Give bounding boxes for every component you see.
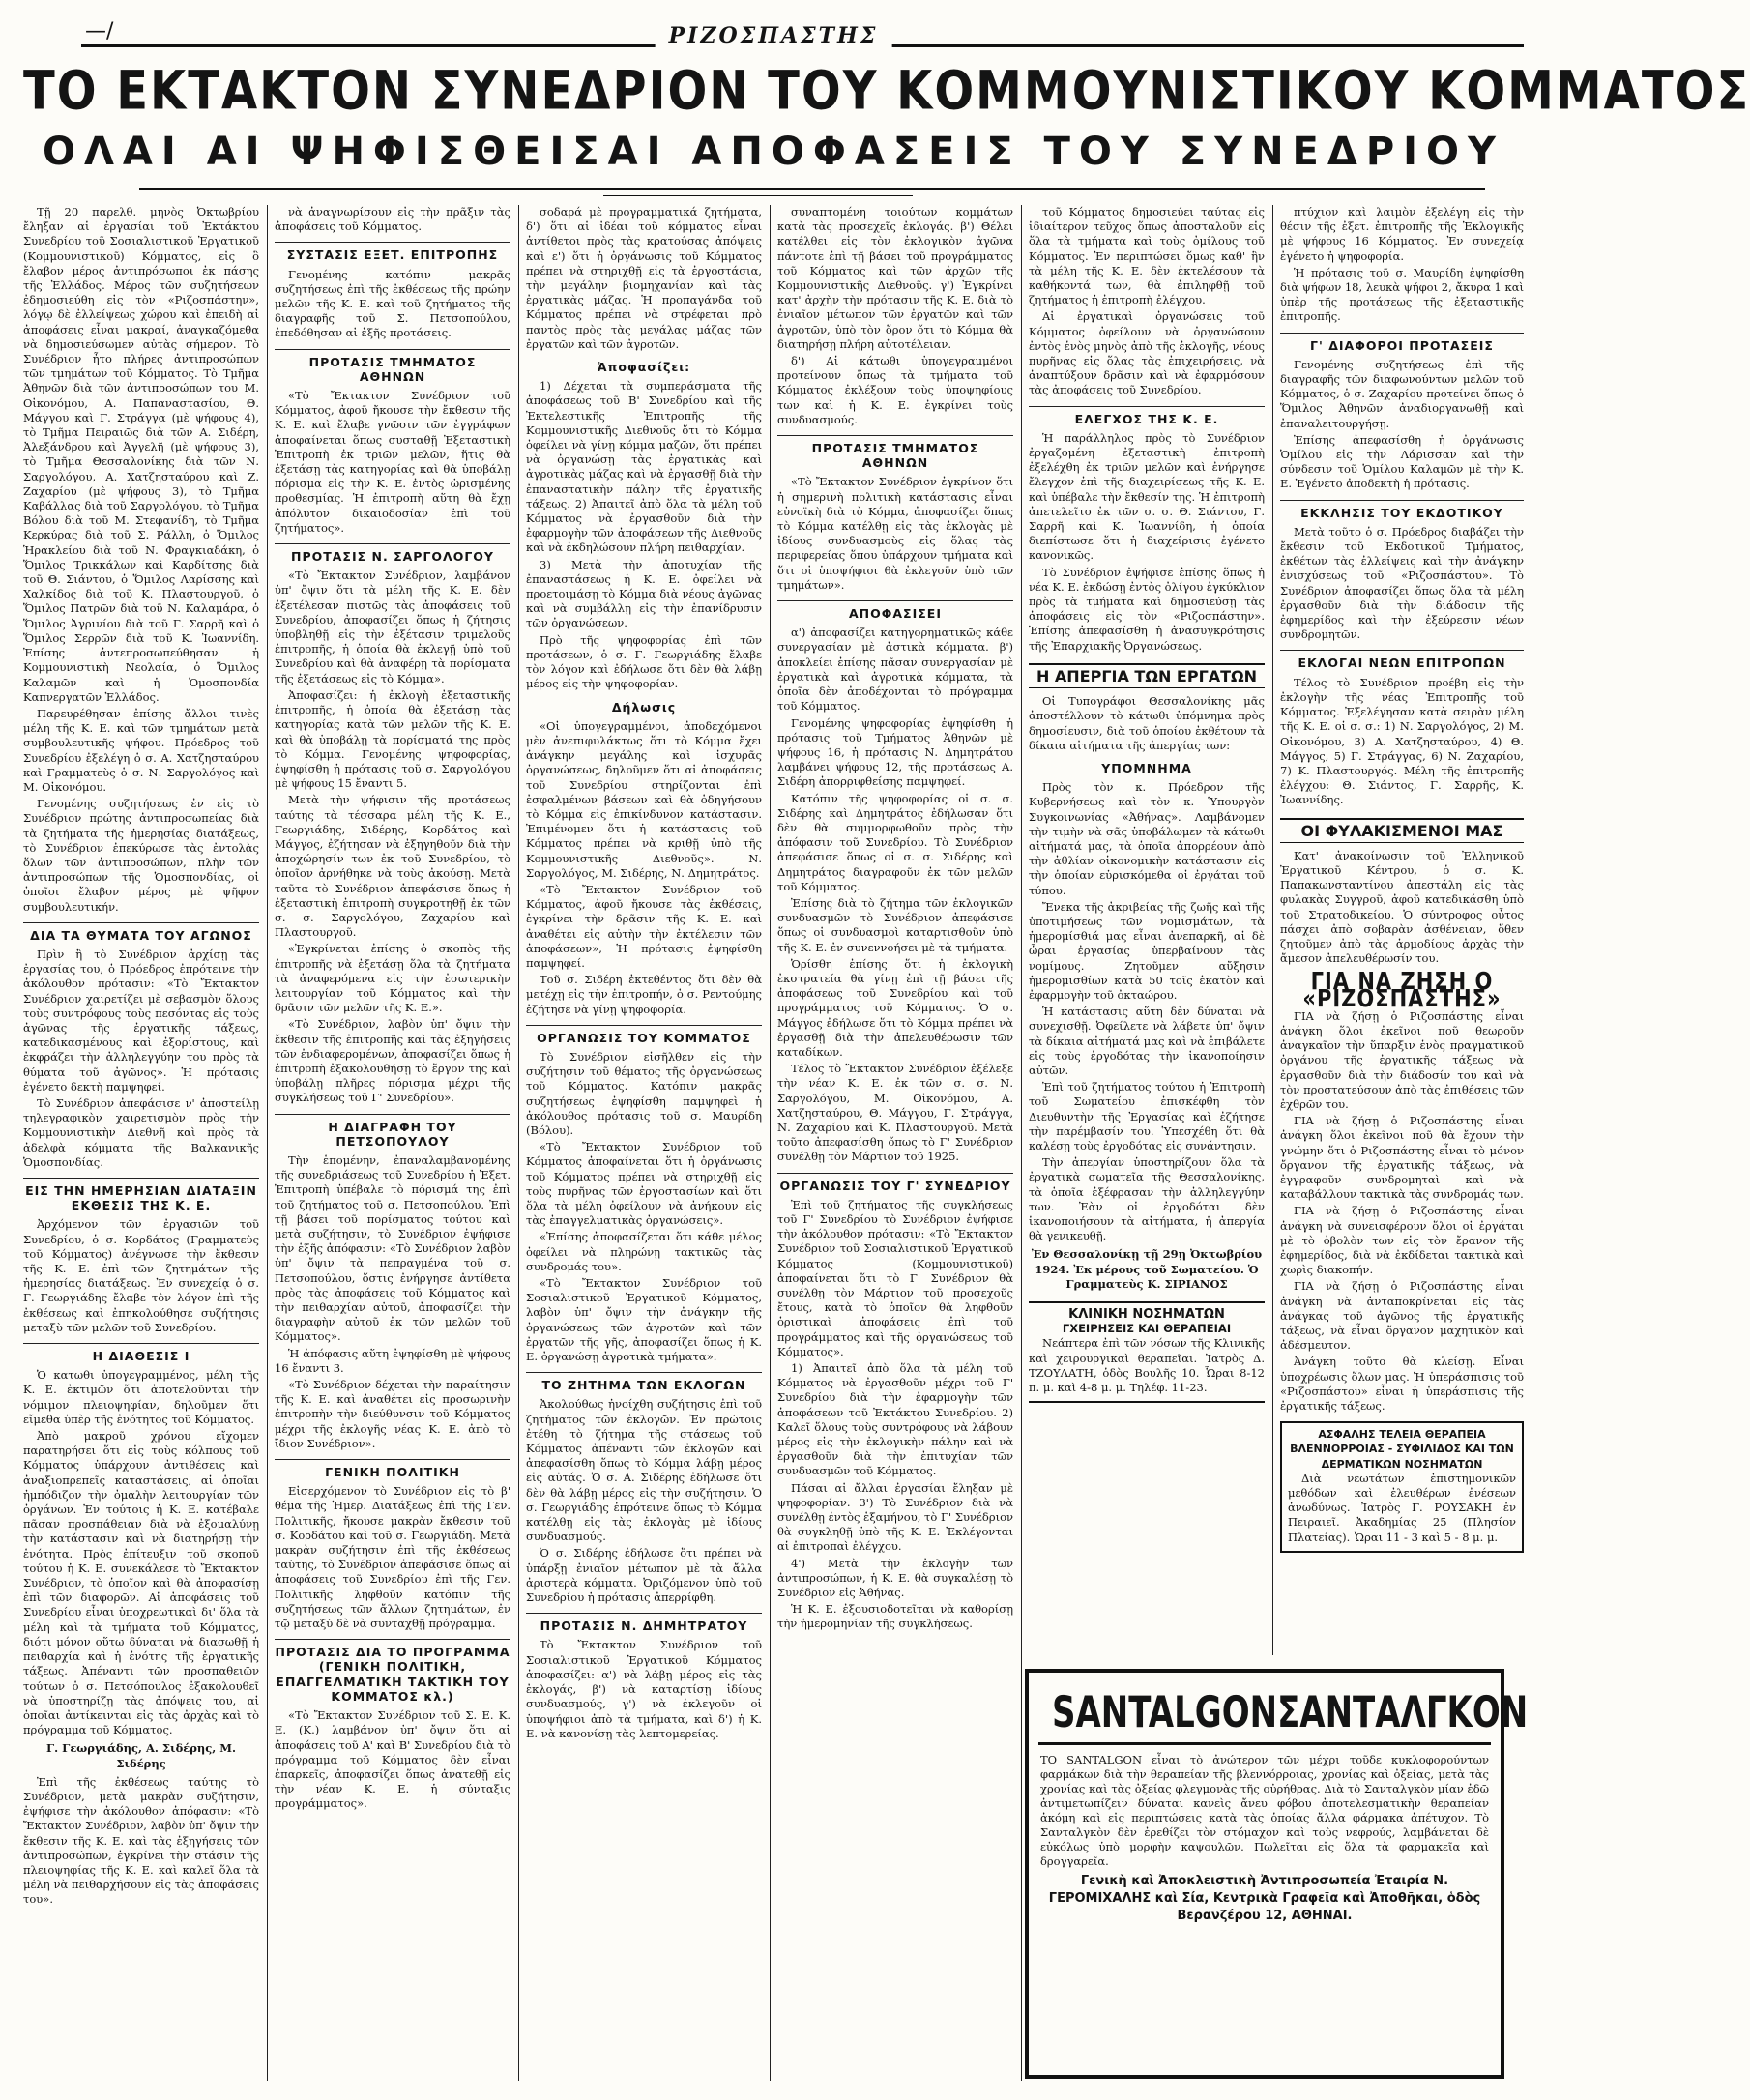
article-paragraph: Ἐπίσης ἀπεφασίσθη ἡ ὀργάνωσις Ὁμίλου εἰς τὴν Λάρισσαν καὶ τὴν σύνδεσιν τοῦ Ὁμίλου Καλαμῶν μὲ τὴν Κ. Ε. Ἐγένετο ἀποδεκτὴ ἡ πρότασις. (1280, 432, 1524, 491)
article-paragraph: «Τὸ Ἔκτακτον Συνέδριον τοῦ Σοσιαλιστικοῦ Ἐργατικοῦ Κόμματος, λαβὸν ὑπ' ὄψιν τὴν ἀνάγκην τῆς ὀργανώσεως τῶν ἀγροτῶν καὶ τῶν ἐργατῶν τῆς γῆς, ἀποφασίζει ὅπως ἡ Κ. Ε. ὀργανώσῃ ἀγροτικὰ τμήματα». (526, 1276, 762, 1364)
article-paragraph: Πρὶν ἢ τὸ Συνέδριον ἀρχίσῃ τὰς ἐργασίας του, ὁ Πρόεδρος ἐπρότεινε τὴν ἀκόλουθον πρότασιν: «Τὸ Ἔκτακτον Συνέδριον χαιρετίζει μὲ σεβασμὸν ὅλους τοὺς συντρόφους τοὺς πεσόντας εἰς τοὺς ἀγῶνας τῆς ἐργατικῆς τάξεως, κατεδικασμένους καὶ ἐξορίστους, καὶ ἐκφράζει τὴν ἀλληλεγγύην του πρὸς τὰ θύματα τοῦ ἀγῶνος». Ἡ πρότασις ἐγένετο δεκτὴ παμψηφεί. (23, 947, 259, 1094)
article-paragraph: Εἰσερχόμενον τὸ Συνέδριον εἰς τὸ β' θέμα τῆς Ἡμερ. Διατάξεως ἐπὶ τῆς Γεν. Πολιτικῆς, ἤκουσε μακρὰν ἔκθεσιν τοῦ σ. Κορδάτου καὶ τοῦ σ. Γεωργιάδη. Μετὰ μακρὰν συζήτησιν ἐπὶ τῆς ἐκθέσεως ταύτης, τὸ Συνέδριον ἀπεφάσισε ὅπως αἱ ἀποφάσεις τοῦ Συνεδρίου ἐπὶ τῆς Γεν. Πολιτικῆς ληφθοῦν κατόπιν τῆς συζητήσεως τῶν ἄλλων ζητημάτων, ἐν τῷ μεταξὺ δὲ νὰ συνταχθῇ πρόγραμμα. (275, 1484, 510, 1631)
article-paragraph: «Ἐπίσης ἀποφασίζεται ὅτι κάθε μέλος ὀφείλει νὰ πληρώνῃ τακτικῶς τὰς συνδρομάς του». (526, 1230, 762, 1273)
column-5 (1029, 205, 1265, 1655)
article-paragraph: «Τὸ Ἔκτακτον Συνέδριον τοῦ Κόμματος ἀποφαίνεται ὅτι ἡ ὀργάνωσις τοῦ Κόμματος πρέπει νὰ στηριχθῇ εἰς τοὺς πυρῆνας τῶν ἐργοστασίων καὶ ὅτι ὅλα τὰ μέλη ὀφείλουν νὰ ἀνήκουν εἰς τὰς ἐπαγγελματικὰς ὀργανώσεις». (526, 1140, 762, 1228)
article-paragraph: Τὴν ἀπεργίαν ὑποστηρίζουν ὅλα τὰ ἐργατικὰ σωματεῖα τῆς Θεσσαλονίκης, τὰ ὁποῖα ἐξέφρασαν τὴν ἀλληλεγγύην των. Ἐὰν οἱ ἐργοδόται δὲν ἱκανοποιήσουν τὰ αἰτήματα, ἡ ἀπεργία θὰ γενικευθῇ. (1029, 1155, 1265, 1243)
article-paragraph: Οἱ Τυπογράφοι Θεσσαλονίκης μᾶς ἀποστέλλουν τὸ κάτωθι ὑπόμνημα πρὸς δημοσίευσιν, διὰ τοῦ ὁποίου ἐκθέτουν τὰ δίκαια αἰτήματα τῆς ἀπεργίας των: (1029, 694, 1265, 752)
article-paragraph: Ἐπίσης διὰ τὸ ζήτημα τῶν ἐκλογικῶν συνδυασμῶν τὸ Συνέδριον ἀπεφάσισε ὅπως οἱ συνδυασμοὶ καταρτισθοῦν ὑπὸ τῆς Κ. Ε. ἐν συνεννοήσει μὲ τὰ τμήματα. (777, 895, 1013, 954)
section-heading: Η ΔΙΑΓΡΑΦΗ ΤΟΥ ΠΕΤΣΟΠΟΥΛΟΥ (275, 1114, 510, 1149)
dermatology-advertisement (1280, 1421, 1524, 1553)
article-paragraph: Μετὰ τὴν ψήφισιν τῆς προτάσεως ταύτης τὰ τέσσαρα μέλη τῆς Κ. Ε., Γεωργιάδης, Σιδέρης, Κορδάτος καὶ Μάγγος, ἐζήτησαν νὰ ἐξηγηθοῦν διὰ τὴν ἀποχώρησίν των ἐκ τοῦ Συνεδρίου, τὸ ὁποῖον ἀρνήθηκε νὰ τοὺς ἀκούσῃ. Μετὰ ταῦτα τὸ Συνέδριον ἀπεφάσισε ὅπως ἡ ἐξεταστικὴ ἐπιτροπὴ συγκροτηθῇ ἐκ τῶν σ. σ. Σαργολόγου, Ζαχαρίου καὶ Πλαστουργοῦ. (275, 793, 510, 940)
article-paragraph: «Ἐγκρίνεται ἐπίσης ὁ σκοπὸς τῆς ἐπιτροπῆς νὰ ἐξετάσῃ ὅλα τὰ ζητήματα τὰ ἀναφερόμενα εἰς τὴν ἐσωτερικὴν λειτουργίαν τοῦ Κόμματος καὶ τὴν δρᾶσιν τῶν μελῶν τῆς Κ. Ε.». (275, 942, 510, 1015)
article-paragraph: Ἡ ἀπόφασις αὕτη ἐψηφίσθη μὲ ψήφους 16 ἔναντι 3. (275, 1346, 510, 1375)
article-paragraph: Ἀπὸ μακροῦ χρόνου εἴχομεν παρατηρήσει ὅτι εἰς τοὺς κόλπους τοῦ Κόμματος ὑπάρχουν ἀντιθέσεις καὶ ἀναξιοπρεπεῖς καταστάσεις, αἱ ὁποῖαι ἠμπόδιζον τὴν ὀμαλὴν λειτουργίαν τῶν ὀργάνων. Ἐν τούτοις ἡ Κ. Ε. κατέβαλε πᾶσαν προσπάθειαν διὰ νὰ ἐξομαλύνῃ τὴν κατάστασιν καὶ νὰ διατηρήσῃ τὴν ἑνότητα. Πρὸς ἐπίτευξιν τοῦ σκοποῦ τούτου ἡ Κ. Ε. συνεκάλεσε τὸ Ἔκτακτον Συνέδριον, τὸ ὁποῖον καὶ θὰ ἀποφασίσῃ ἐπὶ τῶν διαφορῶν. Αἱ ἀποφάσεις τοῦ Συνεδρίου εἶναι ὑποχρεωτικαὶ δι' ὅλα τὰ μέλη καὶ τὰ τμήματα τοῦ Κόμματος, διότι μόνον οὕτω δύναται νὰ διασωθῇ ἡ πειθαρχία καὶ ἡ ἑνότης τῆς ἐργατικῆς τάξεως. Ἀπέναντι τῶν προσπαθειῶν τούτων ὁ σ. Πετσόπουλος ἐξακολουθεῖ νὰ ὑποστηρίζῃ τὰς ἀπόψεις του, αἱ ὁποῖαι ἀντίκεινται εἰς τὰς ἀρχὰς καὶ τὸ πρόγραμμα τοῦ Κόμματος. (23, 1429, 259, 1737)
article-paragraph: 4') Μετὰ τὴν ἐκλογὴν τῶν ἀντιπροσώπων, ἡ Κ. Ε. θὰ συγκαλέσῃ τὸ Συνέδριον εἰς Ἀθήνας. (777, 1556, 1013, 1600)
article-paragraph: Τοῦ σ. Σιδέρη ἐκτεθέντος ὅτι δὲν θὰ μετέχῃ εἰς τὴν ἐπιτροπήν, ὁ σ. Ρεντούμης ἐζήτησε νὰ γίνῃ ψηφοφορία. (526, 973, 762, 1016)
article-paragraph: Γενομένης κατόπιν μακρᾶς συζητήσεως ἐπὶ τῆς ἐκθέσεως τῆς πρώην μελῶν τῆς Κ. Ε. καὶ τοῦ ζητήματος τῆς διαγραφῆς τοῦ Σ. Πετσοπούλου, ἐπεδόθησαν αἱ ἑξῆς προτάσεις. (275, 267, 510, 340)
article-paragraph: Αἱ ἐργατικαὶ ὀργανώσεις τοῦ Κόμματος ὀφείλουν νὰ ὀργανώσουν ἐντὸς ἑνὸς μηνὸς ἀπὸ τῆς ἐκλογῆς, νέους πυρῆνας εἰς ὅλας τὰς ἐπιχειρήσεις, νὰ ἀναπτύξουν δρᾶσιν καὶ νὰ ἐφαρμόσουν τὰς ἀποφάσεις τοῦ Συνεδρίου. (1029, 309, 1265, 397)
article-paragraph: Ἀνάγκη τοῦτο θὰ κλείσῃ. Εἶναι ὑποχρέωσις ὅλων μας. Ἡ ὑπεράσπισις τοῦ «Ριζοσπάστου» εἶναι ἡ ὑπεράσπισις τῆς ἐργατικῆς τάξεως. (1280, 1355, 1524, 1414)
article-paragraph: Ἡ παράλληλος πρὸς τὸ Συνέδριον ἐργαζομένη ἐξεταστικὴ ἐπιτροπὴ ἐξελέχθη ἐκ τριῶν μελῶν καὶ ἐνήργησε ἔλεγχον ἐπὶ τῆς διαχειρίσεως τῆς Κ. Ε. καὶ ὑπέβαλε τὴν ἔκθεσίν της. Ἡ ἐπιτροπὴ ἀπετελεῖτο ἐκ τῶν σ. σ. Θ. Σιάντου, Γ. Σαρρῆ καὶ Κ. Ἰωαννίδη, ἡ ὁποία διεπίστωσε ὅτι ἡ διαχείρισις ἐγένετο κανονικῶς. (1029, 430, 1265, 563)
article-paragraph: Τὸ Συνέδριον ἐψήφισε ἐπίσης ὅπως ἡ νέα Κ. Ε. ἐκδώσῃ ἐντὸς ὀλίγου ἐγκύκλιον πρὸς τὰ τμήματα καὶ δημοσιεύσῃ τὰς ἀποφάσεις εἰς τὸν «Ριζοσπάστην». Ἐπίσης ἀπεφασίσθη ἡ ἀνασυγκρότησις τῆς Ἐπαρχιακῆς Ὀργανώσεως. (1029, 565, 1265, 653)
section-heading: ΑΠΟΦΑΣΙΣΕΙ (777, 600, 1013, 621)
article-paragraph: ΓΙΑ νὰ ζήσῃ ὁ Ριζοσπάστης εἶναι ἀνάγκη ὅλοι ἐκεῖνοι ποῦ θὰ ἔχουν τὴν γνώμην ὅτι ὁ Ριζοσπάστης εἶναι τὸ μόνον ὄργανον τῆς ἐργατικῆς τάξεως, νὰ ἐγγραφοῦν συνδρομηταὶ καὶ νὰ καταβάλλουν τακτικὰ τὰς συνδρομάς των. (1280, 1114, 1524, 1202)
article-paragraph: «Οἱ ὑπογεγραμμένοι, ἀποδεχόμενοι μὲν ἀνεπιφυλάκτως ὅτι τὸ Κόμμα ἔχει ἀνάγκην μεγάλης καὶ ἰσχυρᾶς ὀργανώσεως, δηλοῦμεν ὅτι αἱ ἀποφάσεις τοῦ Συνεδρίου στηρίζονται ἐπὶ ἐσφαλμένων βάσεων καὶ θὰ ὁδηγήσουν τὸ Κόμμα εἰς ἐπικίνδυνον κατάστασιν. Ἐπιμένομεν ὅτι ἡ κατάστασις τοῦ Κόμματος πρέπει νὰ κριθῇ ὑπὸ τῆς Κομμουνιστικῆς Διεθνοῦς». Ν. Σαργολόγος, Μ. Σιδέρης, Ν. Δημητράτος. (526, 718, 762, 880)
article-paragraph: Ἐπὶ τῆς ἐκθέσεως ταύτης τὸ Συνέδριον, μετὰ μακρὰν συζήτησιν, ἐψήφισε τὴν ἀκόλουθον ἀπόφασιν: «Τὸ Ἔκτακτον Συνέδριον, λαβὸν ὑπ' ὄψιν τὴν ἔκθεσιν τῆς Κ. Ε. καὶ τὰς ἐξηγήσεις τῶν ἀντιπροσώπων, ἐγκρίνει τὴν στάσιν τῆς πλειοψηφίας τῆς Κ. Ε. καὶ καλεῖ ὅλα τὰ μέλη νὰ πειθαρχήσουν εἰς τὰς ἀποφάσεις του». (23, 1774, 259, 1907)
article-paragraph: δ') Αἱ κάτωθι ὑπογεγραμμένοι προτείνουν ὅπως τὰ τμήματα τοῦ Κόμματος ἐκλέξουν τοὺς ὑποψηφίους των καὶ ἡ Κ. Ε. ἐγκρίνει τοὺς συνδυασμούς. (777, 354, 1013, 426)
santalgon-banner (1029, 1673, 1529, 1745)
article-paragraph: «Τὸ Ἔκτακτον Συνέδριον τοῦ Σ. Ε. Κ. Ε. (Κ.) λαμβάνον ὑπ' ὄψιν ὅτι αἱ ἀποφάσεις τοῦ Α' καὶ Β' Συνεδρίου διὰ τὸ πρόγραμμα τοῦ Κόμματος δὲν εἶναι ἐπαρκεῖς, ἀποφασίζει ὅπως ἀνατεθῇ εἰς τὴν νέαν Κ. Ε. ἡ σύνταξις προγράμματος». (275, 1708, 510, 1811)
clinic-advertisement (1029, 1301, 1265, 1403)
column-3 (526, 205, 762, 2081)
article-paragraph: Γενομένης ψηφοφορίας ἐψηφίσθη ἡ πρότασις τοῦ Τμήματος Ἀθηνῶν μὲ ψήφους 16, ἡ πρότασις Ν. Δημητράτου λαμβάνει ψήφους 12, τῆς προτάσεως Α. Σιδέρη ἀπορριφθείσης παμψηφεί. (777, 715, 1013, 789)
section-heading: ΤΟ ΖΗΤΗΜΑ ΤΩΝ ΕΚΛΟΓΩΝ (526, 1372, 762, 1392)
headline-short-rule (603, 195, 913, 196)
sub-headline: ΟΛΑΙ ΑΙ ΨΗΦΙΣΘΕΙΣΑΙ ΑΠΟΦΑΣΕΙΣ ΤΟΥ ΣΥΝΕΔΡΙΟΥ (42, 130, 1505, 174)
santalgon-footer (1029, 1869, 1501, 1929)
article-paragraph: «Τὸ Ἔκτακτον Συνέδριον τοῦ Κόμματος, ἀφοῦ ἤκουσε τὴν ἔκθεσιν τῆς Κ. Ε. καὶ ἔλαβε γνῶσιν τῶν ἐγγράφων ἀποφαίνεται ὅπως συσταθῇ Ἐξεταστικὴ Ἐπιτροπὴ ἐκ τριῶν μελῶν, ἥτις θὰ ἐξετάσῃ τὰς κατηγορίας καὶ θὰ ὑποβάλῃ πόρισμα εἰς τὴν Κ. Ε. ἐντὸς ὡρισμένης προθεσμίας. Ἡ ἐπιτροπὴ αὕτη θὰ ἔχῃ ἀπόλυτον δικαιοδοσίαν ἐπὶ τοῦ ζητήματος». (275, 389, 510, 535)
section-heading: ΠΡΟΤΑΣΙΣ ΤΜΗΜΑΤΟΣ ΑΘΗΝΩΝ (275, 349, 510, 384)
article-paragraph: Ἐπὶ τοῦ ζητήματος τῆς συγκλήσεως τοῦ Γ' Συνεδρίου τὸ Συνέδριον ἐψήφισε τὴν ἀκόλουθον πρότασιν: «Τὸ Ἔκτακτον Συνέδριον τοῦ Σοσιαλιστικοῦ Ἐργατικοῦ Κόμματος (Κομμουνιστικοῦ) ἀποφαίνεται ὅτι τὸ Γ' Συνέδριον θὰ συνέλθῃ τὸν Μάρτιον τοῦ προσεχοῦς ἔτους, κατὰ τὸ ὁποῖον θὰ ληφθοῦν ὁριστικαὶ ἀποφάσεις ἐπὶ τοῦ προγράμματος καὶ τῆς ὀργανώσεως τοῦ Κόμματος». (777, 1197, 1013, 1358)
article-paragraph: πτύχιον καὶ λαιμὸν ἐξελέγη εἰς τὴν θέσιν τῆς ἐξετ. ἐπιτροπῆς τῆς Ἐκλογικῆς μὲ ψήφους 16 Κόμματος. Ἐν συνεχείᾳ ἐγένετο ἡ ψηφοφορία. (1280, 205, 1524, 263)
article-paragraph: «Τὸ Συνέδριον δέχεται τὴν παραίτησιν τῆς Κ. Ε. καὶ ἀναθέτει εἰς προσωρινὴν ἐπιτροπὴν τὴν διεύθυνσιν τοῦ Κόμματος μέχρι τῆς ἐκλογῆς νέας Κ. Ε. ἀπὸ τὸ ἴδιον Συνέδριον». (275, 1378, 510, 1450)
article-paragraph: Ἡ κατάστασις αὕτη δὲν δύναται νὰ συνεχισθῇ. Ὀφείλετε νὰ λάβετε ὑπ' ὄψιν τὰ δίκαια αἰτήματά μας καὶ νὰ ἐπιβάλετε εἰς τοὺς ἐργοδότας τὴν ἱκανοποίησιν αὐτῶν. (1029, 1005, 1265, 1077)
article-paragraph: Τῇ 20 παρελθ. μηνὸς Ὀκτωβρίου ἔληξαν αἱ ἐργασίαι τοῦ Ἐκτάκτου Συνεδρίου τοῦ Σοσιαλιστικοῦ Ἐργατικοῦ (Κομμουνιστικοῦ) Κόμματος, εἰς ὃ ἔλαβον μέρος ἀντιπρόσωποι ἐκ πάσης τῆς Ἑλλάδος. Μέρος τῶν συζητήσεων ἐδημοσιεύθη εἰς τὸν «Ριζοσπάστην», λόγῳ δὲ ἐλλείψεως χώρου καὶ ἐπειδὴ αἱ ἀποφάσεις εἶναι μακραί, ἀναγκαζόμεθα νὰ δημοσιεύσωμεν αὐτὰς σήμερον. Τὸ Συνέδριον ἦτο πλήρες ἀντιπροσώπων τῶν τμημάτων τοῦ Κόμματος. Τὸ Τμῆμα Ἀθηνῶν διὰ τῶν ἀντιπροσώπων του Μ. Οἰκονόμου, Α. Παπαναστασίου, Θ. Μάγγου καὶ Γ. Στράγγα (μὲ ψήφους 4), τὸ Τμῆμα Πειραιῶς διὰ τῶν Α. Σιδέρη, Ἀλεξάνδρου καὶ Ἀγγελῆ (μὲ ψήφους 3), τὸ Τμῆμα Θεσσαλονίκης διὰ τῶν Ν. Σαργολόγου, Α. Χατζησταύρου καὶ Ζ. Ζαχαρίου (μὲ ψήφους 3), τὸ Τμῆμα Καβάλλας διὰ τοῦ Σαργολόγου, τὸ Τμῆμα Βόλου διὰ τοῦ Μ. Στεφανίδη, τὸ Τμῆμα Κερκύρας διὰ τοῦ Σ. Ράλλη, ὁ Ὅμιλος Ἡρακλείου διὰ τοῦ Ν. Φραγκιαδάκη, ὁ Ὅμιλος Τρικκάλων καὶ Καρδίτσης διὰ τοῦ Θ. Σιάντου, ὁ Ὅμιλος Λαρίσσης καὶ Χαλκίδος διὰ τοῦ Κ. Πλαστουργοῦ, ὁ Ὅμιλος Πατρῶν διὰ τοῦ Ν. Καλαμάρα, ὁ Ὅμιλος Ἀγρινίου διὰ τοῦ Γ. Σαρρῆ καὶ ὁ Ὅμιλος Σερρῶν διὰ τοῦ Κ. Ἰωαννίδη. Ἐπίσης ἀντεπροσωπεύθησαν ἡ Κομμουνιστικὴ Νεολαία, ὁ Ὅμιλος Καλαμῶν καὶ ἡ Ὁμοσπονδία Καπνεργατῶν Ἑλλάδος. (23, 205, 259, 704)
article-paragraph: Γενομένης συζητήσεως ἐν εἰς τὸ Συνέδριον πρώτης ἀντιπροσωπείας διὰ τὰ ζητήματα τῆς ἡμερησίας διατάξεως, τὸ Συνέδριον ἐπεκύρωσε τὰς ἐντολὰς ὅλων τῶν ἀντιπροσώπων, πλὴν τῶν ἀντιπροσώπων τῆς Ὁμοσπονδίας, οἱ ὁποῖοι ἔλαβον μέρος μὲ ψῆφον συμβουλευτικήν. (23, 797, 259, 914)
section-heading: ΠΡΟΤΑΣΙΣ ΤΜΗΜΑΤΟΣ ΑΘΗΝΩΝ (777, 435, 1013, 470)
article-paragraph: Τέλος τὸ Ἔκτακτον Συνέδριον ἐξέλεξε τὴν νέαν Κ. Ε. ἐκ τῶν σ. σ. Ν. Σαργολόγου, Μ. Οἰκονόμου, Α. Χατζησταύρου, Θ. Μάγγου, Γ. Στράγγα, Ν. Ζαχαρίου καὶ Κ. Πλαστουργοῦ. Μετὰ τοῦτο ἀπεφασίσθη ὅπως τὸ Γ' Συνέδριον συνέλθῃ τὸν Μάρτιον τοῦ 1925. (777, 1062, 1013, 1164)
derma-ad-title: ΑΣΦΑΛΗΣ ΤΕΛΕΙΑ ΘΕΡΑΠΕΙΑ ΒΛΕΝΝΟΡΡΟΙΑΣ - ΣΥΦΙΛΙΔΟΣ ΚΑΙ ΤΩΝ ΔΕΡΜΑΤΙΚΩΝ ΝΟΣΗΜΑΤΩΝ (1290, 1428, 1514, 1471)
article-paragraph: Τὸ Ἔκτακτον Συνέδριον τοῦ Σοσιαλιστικοῦ Ἐργατικοῦ Κόμματος ἀποφασίζει: α') νὰ λάβῃ μέρος εἰς τὰς ἐκλογάς, β') νὰ καταρτίσῃ ἰδίους συνδυασμούς, γ') νὰ ἐκλεγοῦν οἱ ὑποψήφιοι ἀπὸ τὰ τμήματα, καὶ δ') ἡ Κ. Ε. νὰ κανονίσῃ τὰς λεπτομερείας. (526, 1638, 762, 1740)
newspaper-page (23, 15, 1750, 2085)
masthead (23, 15, 1524, 58)
santalgon-body: ΤΟ SANTALGON εἶναι τὸ ἀνώτερον τῶν μέχρι τοῦδε κυκλοφορούντων φαρμάκων διὰ τὴν θεραπείαν τῆς βλεννόρροιας, χρονίας καὶ ὀξείας, μετὰ τὰς χρονίας καὶ τὰς ὀξείας φλεγμονὰς τῆς οὐρήθρας. Διὰ τὸ Σανταλγκὸν μίαν ἐδῶ ἀντιμετωπίζειν δύναται κανεὶς ἄνευ φόβου ἀποτελεσματικὴν θεραπείαν ἀκόμη καὶ εἰς περιπτώσεις κατὰ τὰς ὁποίας ἄλλα φάρμακα ἀπέτυχον. Τὸ Σανταλγκὸν δὲν ἐρεθίζει τὸν στόμαχον καὶ τοὺς νεφρούς, λαμβάνεται δὲ εὐκόλως ὑπὸ μορφὴν καψουλῶν. Πωλεῖται εἰς ὅλα τὰ φαρμακεῖα καὶ δρογγαρεῖα. (1040, 1753, 1489, 1868)
article-paragraph: Ἐπὶ τοῦ ζητήματος τούτου ἡ Ἐπιτροπὴ τοῦ Σωματείου ἐπισκέφθη τὸν Διευθυντὴν τῆς Ἐργασίας καὶ ἐζήτησε τὴν παρέμβασίν του. Ὑπεσχέθη ὅτι θὰ καλέσῃ τοὺς ἐργοδότας εἰς συνάντησιν. (1029, 1080, 1265, 1152)
column-divider (267, 205, 268, 2081)
column-2 (275, 205, 510, 2081)
section-heading: ΠΡΟΤΑΣΙΣ ΔΙΑ ΤΟ ΠΡΟΓΡΑΜΜΑ (ΓΕΝΙΚΗ ΠΟΛΙΤΙΚΗ, ΕΠΑΓΓΕΛΜΑΤΙΚΗ ΤΑΚΤΙΚΗ ΤΟΥ ΚΟΜΜΑΤΟΣ κλ.) (275, 1639, 510, 1704)
article-paragraph: νὰ ἀναγνωρίσουν εἰς τὴν πρᾶξιν τὰς ἀποφάσεις τοῦ Κόμματος. (275, 205, 510, 234)
article-paragraph: Πρὸς τὸν κ. Πρόεδρον τῆς Κυβερνήσεως καὶ τὸν κ. Ὑπουργὸν Συγκοινωνίας «Ἀθήνας». Λαμβάνομεν τὴν τιμὴν νὰ σᾶς ὑποβάλωμεν τὰ κάτωθι αἰτήματά μας, τὰ ὁποῖα ἀπορρέουν ἀπὸ τὴν ἀθλίαν οἰκονομικὴν κατάστασιν εἰς τὴν ὁποίαν εὑρισκόμεθα οἱ ἐργάται τοῦ τύπου. (1029, 780, 1265, 897)
section-heading: ΕΚΚΛΗΣΙΣ ΤΟΥ ΕΚΔΟΤΙΚΟΥ (1280, 500, 1524, 520)
prisoners-headline: ΟΙ ΦΥΛΑΚΙΣΜΕΝΟΙ ΜΑΣ (1280, 818, 1524, 843)
article-paragraph: Πρὸ τῆς ψηφοφορίας ἐπὶ τῶν προτάσεων, ὁ σ. Γ. Γεωργιάδης ἔλαβε τὸν λόγον καὶ ἐδήλωσε ὅτι δὲν θὰ λάβῃ μέρος εἰς τὴν ψηφοφορίαν. (526, 632, 762, 691)
article-paragraph: «Τὸ Ἔκτακτον Συνέδριον, λαμβάνον ὑπ' ὄψιν ὅτι τὰ μέλη τῆς Κ. Ε. δὲν ἐξετέλεσαν πιστῶς τὰς ἀποφάσεις τοῦ Συνεδρίου, ἀποφασίζει ὅπως ἡ ζήτησις ὑποβληθῇ εἰς τὴν ἐξέτασιν τριμελοῦς ἐπιτροπῆς, ἡ ὁποία θὰ ἐκλεγῇ ὑπὸ τοῦ Συνεδρίου καὶ θὰ ἀναφέρῃ τὰ πορίσματα τῆς ἐξετάσεως εἰς τὸ Κόμμα». (275, 569, 510, 685)
article-paragraph: α') ἀποφασίζει κατηγορηματικῶς κάθε συνεργασίαν μὲ ἀστικὰ κόμματα. β') ἀποκλείει ἐπίσης πᾶσαν συνεργασίαν μὲ ἐργατικὰ καὶ ἀγροτικὰ κόμματα, τὰ ὁποῖα δὲν ἀποδέχονται τὸ πρόγραμμα τοῦ Κόμματος. (777, 626, 1013, 714)
article-paragraph: «Τὸ Συνέδριον, λαβὸν ὑπ' ὄψιν τὴν ἔκθεσιν τῆς ἐπιτροπῆς καὶ τὰς ἐξηγήσεις τῶν ἐνδιαφερομένων, ἀποφασίζει ὅπως ἡ ἐπιτροπὴ ἐξακολουθήσῃ τὸ ἔργον της καὶ ὑποβάλῃ πλῆρες πόρισμα μέχρι τῆς συγκλήσεως τοῦ Γ' Συνεδρίου». (275, 1017, 510, 1105)
column-divider (1272, 205, 1273, 1655)
article-paragraph: Τὴν ἑπομένην, ἐπαναλαμβανομένης τῆς συνεδριάσεως τοῦ Συνεδρίου ἡ Ἐξετ. Ἐπιτροπὴ ὑπέβαλε τὸ πόρισμά της ἐπὶ τοῦ ζητήματος τοῦ σ. Πετσοπούλου. Ἐπὶ τῇ βάσει τοῦ πορίσματος τούτου καὶ μετὰ συζήτησιν, τὸ Συνέδριον ἐψήφισε τὴν ἑξῆς ἀπόφασιν: «Τὸ Συνέδριον λαβὸν ὑπ' ὄψιν τὰ πεπραγμένα τοῦ σ. Πετσοπούλου, ὅστις ἐνήργησε ἀντίθετα πρὸς τὰς ἀποφάσεις τοῦ Κόμματος καὶ τὴν πειθαρχίαν αὐτοῦ, ἀποφασίζει τὴν διαγραφὴν αὐτοῦ ἐκ τῶν μελῶν τοῦ Κόμματος». (275, 1152, 510, 1344)
article-paragraph: Παρευρέθησαν ἐπίσης ἄλλοι τινὲς μέλη τῆς Κ. Ε. καὶ τῶν τμημάτων μετὰ συμβουλευτικῆς ψήφου. Πρόεδρος τοῦ Συνεδρίου ἐξελέγη ὁ σ. Α. Χατζησταύρου καὶ Γραμματεὺς ὁ σ. Ν. Σαργολόγος καὶ Μ. Οἰκονόμου. (23, 706, 259, 794)
santalgon-footer-line-1: Γενικὴ καὶ Ἀποκλειστικὴ Ἀντιπροσωπεία Ἐταιρία Ν. (1080, 1874, 1449, 1888)
article-paragraph: Ἔνεκα τῆς ἀκριβείας τῆς ζωῆς καὶ τῆς ὑποτιμήσεως τῶν νομισμάτων, τὰ ἡμερομίσθιά μας εἶναι ἀνεπαρκῆ, αἱ δὲ ὧραι ἐργασίας ὑπερβαίνουν τὰς νομίμους. Ζητοῦμεν αὔξησιν ἡμερομισθίων κατὰ 50 τοῖς ἑκατὸν καὶ ἐφαρμογὴν τοῦ ὀκταώρου. (1029, 899, 1265, 1002)
column-6 (1280, 205, 1524, 1655)
article-paragraph: Μετὰ τοῦτο ὁ σ. Πρόεδρος διαβάζει τὴν ἔκθεσιν τοῦ Ἐκδοτικοῦ Τμήματος, ἐκθέτων τὰς ἐλλείψεις καὶ τὴν ἀνάγκην ἐνισχύσεως τοῦ «Ριζοσπάστου». Τὸ Συνέδριον ἀποφασίζει ὅπως ὅλα τὰ μέλη ἐργασθοῦν διὰ τὴν διάδοσιν τῆς ἐφημερίδος καὶ τὴν ἐξεύρεσιν νέων συνδρομητῶν. (1280, 524, 1524, 642)
section-heading: ΕΚΛΟΓΑΙ ΝΕΩΝ ΕΠΙΤΡΟΠΩΝ (1280, 650, 1524, 670)
section-heading: ΣΥΣΤΑΣΙΣ ΕΞΕΤ. ΕΠΙΤΡΟΠΗΣ (275, 242, 510, 262)
santalgon-title-latin: SANTALGON (1052, 1687, 1278, 1738)
article-paragraph: Τὸ Συνέδριον ἀπεφάσισε ν' ἀποστείλῃ τηλεγραφικὸν χαιρετισμὸν πρὸς τὴν Κομμουνιστικὴν Διεθνῆ καὶ πρὸς τὰ ἀδελφὰ κόμματα τῆς Βαλκανικῆς Ὁμοσπονδίας. (23, 1095, 259, 1169)
headline-rule (139, 188, 1485, 190)
article-paragraph: ΓΙΑ νὰ ζήσῃ ὁ Ριζοσπάστης εἶναι ἀνάγκη νὰ συνεισφέρουν ὅλοι οἱ ἐργάται μὲ τὸ ὀβολὸν των εἰς τὸν ἔρανον τῆς ἐφημερίδος, διὰ νὰ ἐκδίδεται τακτικὰ καὶ χωρὶς διακοπήν. (1280, 1204, 1524, 1277)
article-paragraph: συναπτομένη τοιούτων κομμάτων κατὰ τὰς προσεχεῖς ἐκλογάς. β') Θέλει κατέλθει εἰς τὸν ἐκλογικὸν ἀγῶνα πάντοτε ἐπὶ τῇ βάσει τοῦ προγράμματος τοῦ Κόμματος καὶ τῶν ἀρχῶν τῆς Κομμουνιστικῆς Διεθνοῦς. γ') Ἐγκρίνει κατ' ἀρχὴν τὴν πρότασιν τῆς Κ. Ε. διὰ τὸ ἐνιαῖον μέτωπον τῶν ἐργατῶν καὶ τῶν ἀγροτῶν, ὑπὸ τὸν ὅρον ὅτι τὸ Κόμμα θὰ διατηρήσῃ πλήρη αὐτοτέλειαν. (777, 205, 1013, 351)
article-paragraph: Ἡ πρότασις τοῦ σ. Μαυρίδη ἐψηφίσθη διὰ ψήφων 18, λευκὰ ψήφοι 2, ἄκυρα 1 καὶ ὑπὲρ τῆς προτάσεως τῆς ἐξεταστικῆς ἐπιτροπῆς. (1280, 265, 1524, 324)
section-heading: ΕΙΣ ΤΗΝ ΗΜΕΡΗΣΙΑΝ ΔΙΑΤΑΞΙΝ ΕΚΘΕΣΙΣ ΤΗΣ Κ. Ε. (23, 1178, 259, 1212)
article-paragraph: 1) Δέχεται τὰ συμπεράσματα τῆς ἀποφάσεως τοῦ Β' Συνεδρίου καὶ τῆς Ἐκτελεστικῆς Ἐπιτροπῆς τῆς Κομμουνιστικῆς Διεθνοῦς ὅτι τὸ Κόμμα ὀφείλει νὰ γίνῃ κόμμα μαζῶν, ὅτι πρέπει νὰ ὀργανώσῃ τὰς ἐργατικὰς καὶ ἀγροτικὰς μάζας καὶ νὰ ἐργασθῇ διὰ τὴν ἐπαναστατικὴν πάλην τῆς ἐργατικῆς τάξεως. 2) Ἀπαιτεῖ ἀπὸ ὅλα τὰ μέλη τοῦ Κόμματος νὰ ἐργασθοῦν διὰ τὴν ἐφαρμογὴν τῶν ἀποφάσεων τῆς Διεθνοῦς καὶ νὰ ἐκδηλώσουν πλήρη πειθαρχίαν. (526, 379, 762, 555)
article-paragraph: Πάσαι αἱ ἄλλαι ἐργασίαι ἔληξαν μὲ ψηφοφορίαν. 3') Τὸ Συνέδριον διὰ νὰ συνέλθῃ ἐντὸς ἑξαμήνου, τὸ Γ' Συνέδριον θὰ συγκληθῇ ὑπὸ τῆς Κ. Ε. Ἐκλέγονται αἱ ἐπιτροπαὶ ἐλέγχου. (777, 1480, 1013, 1554)
section-heading: Γ' ΔΙΑΦΟΡΟΙ ΠΡΟΤΑΣΕΙΣ (1280, 333, 1524, 353)
article-paragraph: «Τὸ Ἔκτακτον Συνέδριον τοῦ Κόμματος, ἀφοῦ ἤκουσε τὰς ἐκθέσεις, ἐγκρίνει τὴν δρᾶσιν τῆς Κ. Ε. καὶ ἀναθέτει εἰς αὐτὴν τὴν ἐκτέλεσιν τῶν ἀποφάσεων», Ἡ πρότασις ἐψηφίσθη παμψηφεί. (526, 882, 762, 970)
article-paragraph: Κατ' ἀνακοίνωσιν τοῦ Ἐλληνικοῦ Ἐργατικοῦ Κέντρου, ὁ σ. Κ. Παπακωνσταντίνου ἀπεστάλη εἰς τὰς φυλακὰς Συγγροῦ, ἀφοῦ κατεδικάσθη ὑπὸ τοῦ Στρατοδικείου. Ὁ σύντροφος οὗτος πάσχει ἀπὸ σοβαρὰν ἀσθένειαν, ὅθεν ζητοῦμεν ἀπὸ τὰς ἁρμοδίους ἀρχὰς τὴν ἄμεσον ἀπελευθέρωσίν του. (1280, 848, 1524, 966)
article-paragraph: Ὁ σ. Σιδέρης ἐδήλωσε ὅτι πρέπει νὰ ὑπάρξῃ ἐνιαῖον μέτωπον μὲ τὰ ἄλλα ἀριστερὰ κόμματα. Ὀριζόμενον ὑπὸ τοῦ Συνεδρίου ἡ πρότασις ἀπερρίφθη. (526, 1546, 762, 1605)
derma-ad-text: Διὰ νεωτάτων ἐπιστημονικῶν μεθόδων καὶ ἐλευθέρων ἐνέσεων ἀνωδύνως. Ἰατρὸς Γ. ΡΟΥΣΑΚΗ ἐν Πειραιεῖ. Ἀκαδημίας 25 (Πλησίον Πλατείας). Ὧραι 11 - 3 καὶ 5 - 8 μ. μ. (1288, 1471, 1516, 1544)
section-heading: ΥΠΟΜΝΗΜΑ (1101, 760, 1192, 775)
article-paragraph: τοῦ Κόμματος δημοσιεύει ταύτας εἰς ἰδιαίτερον τεῦχος ὅπως ἀποσταλοῦν εἰς ὅλα τὰ τμήματα καὶ τοὺς ὀμίλους τοῦ Κόμματος. Ἐν περιπτώσει ὅμως καθ' ἣν τὰ μέλη τῆς Κ. Ε. δὲν ἐκτελέσουν τὰ καθήκοντά των, θὰ ἐπιληφθῇ τοῦ ζητήματος ἡ ἐπιτροπὴ ἐλέγχου. (1029, 205, 1265, 307)
santalgon-title-greek: ΣΑΝΤΑΛΓΚΟΝ (1277, 1687, 1529, 1738)
column-4 (777, 205, 1013, 2081)
page-mark: —/ (85, 19, 114, 44)
article-paragraph: ΓΙΑ νὰ ζήσῃ ὁ Ριζοσπάστης εἶναι ἀνάγκη νὰ ἀνταποκρίνεται εἰς τὰς ἀνάγκας τοῦ ἀγῶνος τῆς ἐργατικῆς τάξεως, νὰ εἶναι ὄργανον μαχητικὸν καὶ ἀδέσμευτον. (1280, 1279, 1524, 1353)
article-paragraph: 3) Μετὰ τὴν ἀποτυχίαν τῆς ἐπαναστάσεως ἡ Κ. Ε. ὀφείλει νὰ προετοιμάσῃ τὸ Κόμμα διὰ νέους ἀγῶνας καὶ νὰ συμβάλλῃ εἰς τὴν ἐπανίδρυσιν τῶν ὀργανώσεων. (526, 557, 762, 630)
article-paragraph: Κατόπιν τῆς ψηφοφορίας οἱ σ. σ. Σιδέρης καὶ Δημητράτος ἐδήλωσαν ὅτι δὲν θὰ συμμορφωθοῦν πρὸς τὴν ἀπόφασιν τοῦ Συνεδρίου. Τὸ Συνέδριον ἀπεφάσισε ὅπως οἱ σ. σ. Σιδέρης καὶ Δημητράτος διαγραφοῦν ἐκ τῶν μελῶν τοῦ Κόμματος. (777, 791, 1013, 893)
article-paragraph: ΓΙΑ νὰ ζήσῃ ὁ Ριζοσπάστης εἶναι ἀνάγκη ὅλοι ἐκεῖνοι ποῦ θεωροῦν ἀναγκαῖον τὴν ὕπαρξιν ἑνὸς πραγματικοῦ ὀργάνου τῆς ἐργατικῆς τάξεως νὰ ἐργασθοῦν διὰ τὴν διάδοσίν του καὶ νὰ τὸν προστατεύσουν ἀπὸ τὰς ἐπιθέσεις τῶν ἐχθρῶν του. (1280, 1008, 1524, 1111)
section-heading: ΓΕΝΙΚΗ ΠΟΛΙΤΙΚΗ (275, 1459, 510, 1479)
clinic-ad-title: ΚΛΙΝΙΚΗ ΝΟΣΗΜΑΤΩΝ (1068, 1307, 1225, 1323)
section-heading: ΕΛΕΓΧΟΣ ΤΗΣ Κ. Ε. (1029, 406, 1265, 426)
article-paragraph: Τέλος τὸ Συνέδριον προέβη εἰς τὴν ἐκλογὴν τῆς νέας Ἐπιτροπῆς τοῦ Κόμματος. Ἐξελέγησαν κατὰ σειρὰν μέλη τῆς Κ. Ε. οἱ σ. σ.: 1) Ν. Σαργολόγος, 2) Μ. Οἰκονόμου, 3) Α. Χατζησταύρου, 4) Θ. Μάγγος, 5) Γ. Στράγγας, 6) Ν. Ζαχαρίου, 7) Κ. Πλαστουργός. Μέλη τῆς ἐπιτροπῆς ἐλέγχου: Θ. Σιάντος, Γ. Σαρρῆς, Κ. Ἰωαννίδης. (1280, 675, 1524, 807)
rizospastis-appeal-headline: ΓΙΑ ΝΑ ΖΗΣΗ Ο «ΡΙΖΟΣΠΑΣΤΗΣ» (1302, 967, 1502, 1013)
article-paragraph: Ἀποφασίζει: ἡ ἐκλογὴ ἐξεταστικῆς ἐπιτροπῆς, ἡ ὁποία θὰ ἐξετάσῃ τὰς κατηγορίας κατὰ τῶν μελῶν τῆς Κ. Ε. καὶ θὰ ὑποβάλῃ τὰ πορίσματά της πρὸς τὸ Κόμμα. Γενομένης ψηφοφορίας, ἐψηφίσθη ἡ πρότασις τοῦ σ. Σαργολόγου μὲ ψήφους 15 ἔναντι 5. (275, 687, 510, 791)
article-paragraph: «Τὸ Ἔκτακτον Συνέδριον ἐγκρίνον ὅτι ἡ σημερινὴ πολιτικὴ κατάστασις εἶναι εὐνοϊκὴ διὰ τὸ Κόμμα, ἀποφασίζει ὅπως τὸ Κόμμα κατέλθῃ εἰς τὰς ἐκλογὰς μὲ ἰδίους συνδυασμοὺς εἰς ὅλας τὰς περιφερείας ὅπου ὑπάρχουν τμήματα καὶ ὅτι οἱ ὑποψήφιοι θὰ ἐκλεγοῦν ὑπὸ τῶν τμημάτων». (777, 475, 1013, 592)
section-heading: ΔΙΑ ΤΑ ΘΥΜΑΤΑ ΤΟΥ ΑΓΩΝΟΣ (23, 922, 259, 943)
article-paragraph: Ὁρίσθη ἐπίσης ὅτι ἡ ἐκλογικὴ ἐκστρατεία θὰ γίνῃ ἐπὶ τῇ βάσει τῆς ἀποφάσεως τοῦ Συνεδρίου καὶ τοῦ προγράμματος τοῦ Κόμματος. Ὁ σ. Μάγγος ἐδήλωσε ὅτι τὸ Κόμμα πρέπει νὰ ἐργασθῇ διὰ τὴν ἀπελευθέρωσιν τῶν καταδίκων. (777, 956, 1013, 1059)
article-paragraph: Ἀρχόμενον τῶν ἐργασιῶν τοῦ Συνεδρίου, ὁ σ. Κορδάτος (Γραμματεὺς τοῦ Κόμματος) ἀνέγνωσε τὴν ἔκθεσιν τῆς Κ. Ε. ἐπὶ τῶν ζητημάτων τῆς ἡμερησίας διατάξεως. Ἐν συνεχείᾳ ὁ σ. Γ. Γεωργιάδης ἔλαβε τὸν λόγον ἐπὶ τῆς ἐκθέσεως καὶ ἐπηκολούθησε συζήτησις μεταξὺ τῶν μελῶν τοῦ Συνεδρίου. (23, 1217, 259, 1334)
section-heading: Ἀποφασίζει: (597, 360, 691, 375)
santalgon-footer-line-2: ΓΕΡΟΜΙΧΑΛΗΣ καὶ Σία, Κεντρικὰ Γραφεῖα καὶ Ἀποθῆκαι, ὁδὸς Βερανζέρου 12, ΑΘΗΝΑΙ. (1048, 1891, 1481, 1923)
column-1 (23, 205, 259, 2081)
strike-headline: Η ΑΠΕΡΓΙΑ ΤΩΝ ΕΡΓΑΤΩΝ (1029, 663, 1265, 688)
article-paragraph: Γενομένης συζητήσεως ἐπὶ τῆς διαγραφῆς τῶν διαφωνούντων μελῶν τοῦ Κόμματος, ὁ σ. Ζαχαρίου προτείνει ὅπως ὁ Ὅμιλος Ἀθηνῶν ἀναδιοργανωθῇ καὶ ἐπαναλειτουργήσῃ. (1280, 357, 1524, 430)
clinic-ad-text: Νεάπτερα ἐπὶ τῶν νόσων τῆς Κλινικῆς καὶ χειρουργικαὶ θεραπεῖαι. Ἰατρὸς Δ. ΤΖΟΥΛΑΤΗ, ὁδὸς Βουλῆς 10. Ὧραι 8-12 π. μ. καὶ 4-8 μ. μ. Τηλέφ. 11-23. (1029, 1336, 1265, 1395)
column-divider (770, 205, 771, 2081)
article-paragraph: σοδαρά μὲ προγραμματικά ζητήματα, δ') ὅτι αἱ ἰδέαι τοῦ κόμματος εἶναι ἀντίθετοι πρὸς τὰς κρατούσας ἀπόψεις καὶ ε') ὅτι ἡ ὀργάνωσις τοῦ Κόμματος πρέπει νὰ στηριχθῇ εἰς τὰ ἐργοστάσια, τὴν μεγάλην βιομηχανίαν καὶ τὰς ἐργατικὰς μάζας. Ἡ προπαγάνδα τοῦ Κόμματος πρέπει νὰ στρέφεται πρὸ παντὸς πρὸς τὰς μεγάλας μάζας τῶν ἐργατῶν καὶ τῶν ἀγροτῶν. (526, 205, 762, 351)
signatures: Γ. Γεωργιάδης, Α. Σιδέρης, Μ. Σιδέρης (45, 1741, 236, 1770)
clinic-ad-subtitle: ΓΧΕΙΡΗΣΕΙΣ ΚΑΙ ΘΕΡΑΠΕΙΑΙ (1062, 1322, 1232, 1336)
section-heading: ΠΡΟΤΑΣΙΣ Ν. ΣΑΡΓΟΛΟΓΟΥ (275, 543, 510, 564)
section-heading: ΟΡΓΑΝΩΣΙΣ ΤΟΥ Γ' ΣΥΝΕΔΡΙΟΥ (777, 1173, 1013, 1193)
section-heading: ΠΡΟΤΑΣΙΣ Ν. ΔΗΜΗΤΡΑΤΟΥ (526, 1613, 762, 1633)
column-divider (518, 205, 519, 2081)
main-headline: ΤΟ ΕΚΤΑΚΤΟΝ ΣΥΝΕΔΡΙΟΝ ΤΟΥ ΚΟΜΜΟΥΝΙΣΤΙΚΟΥ ΚΟΜΜΑΤΟΣ (23, 59, 1750, 123)
section-heading: Η ΔΙΑΘΕΣΙΣ Ι (23, 1343, 259, 1363)
article-paragraph: Τὸ Συνέδριον εἰσῆλθεν εἰς τὴν συζήτησιν τοῦ θέματος τῆς ὀργανώσεως τοῦ Κόμματος. Κατόπιν μακρᾶς συζητήσεως ἐψηφίσθη παμψηφεὶ ἡ ἀκόλουθος πρότασις τοῦ σ. Μαυρίδη (Βόλου). (526, 1049, 762, 1137)
article-paragraph: Ἡ Κ. Ε. ἐξουσιοδοτεῖται νὰ καθορίσῃ τὴν ἡμερομηνίαν τῆς συγκλήσεως. (777, 1602, 1013, 1631)
article-paragraph: Ὁ κατωθι ὑπογεγραμμένος, μέλη τῆς Κ. Ε. ἐκτιμῶν ὅτι ἀποτελοῦνται τὴν νόμιμον πλειοψηφίαν, δηλοῦμεν ὅτι εἴμεθα ὑπὲρ τῆς ἐνότητος τοῦ Κόμματος. (23, 1368, 259, 1426)
santalgon-advertisement (1025, 1669, 1529, 2079)
section-heading: Δήλωσις (611, 699, 677, 715)
newspaper-name: ΡΙΖΟΣΠΑΣΤΗΣ (656, 23, 892, 48)
signature: Ἐν Θεσσαλονίκῃ τῇ 29ῃ Ὀκτωβρίου 1924. Ἐκ μέρους τοῦ Σωματείου. Ὁ Γραμματεὺς Κ. ΣΙΡΙΑΝΟΣ (1031, 1247, 1263, 1291)
article-paragraph: Ἀκολούθως ἠνοίχθη συζήτησις ἐπὶ τοῦ ζητήματος τῶν ἐκλογῶν. Ἐν πρώτοις ἐτέθη τὸ ζήτημα τῆς στάσεως τοῦ Κόμματος ἀπέναντι τῶν ἐκλογῶν καὶ ἀπεφασίσθη ὅπως τὸ Κόμμα λάβῃ μέρος εἰς αὐτάς. Ὁ σ. Α. Σιδέρης ἐδήλωσε ὅτι δὲν θὰ λάβῃ μέρος εἰς τὴν συζήτησιν. Ὁ σ. Γεωργιάδης ἐπρότεινε ὅπως τὸ Κόμμα κατέλθῃ εἰς τὰς ἐκλογὰς μὲ ἰδίους συνδυασμούς. (526, 1397, 762, 1544)
section-heading: ΟΡΓΑΝΩΣΙΣ ΤΟΥ ΚΟΜΜΑΤΟΣ (526, 1025, 762, 1045)
article-paragraph: 1) Ἀπαιτεῖ ἀπὸ ὅλα τὰ μέλη τοῦ Κόμματος νὰ ἐργασθοῦν μέχρι τοῦ Γ' Συνεδρίου διὰ τὴν ἐφαρμογὴν τῶν ἀποφάσεων τοῦ Ἐκτάκτου Συνεδρίου. 2) Καλεῖ ὅλους τοὺς συντρόφους νὰ λάβουν μέρος εἰς τὴν ἐκλογικὴν πάλην καὶ νὰ ἐργασθοῦν διὰ τὴν ἐπιτυχίαν τῶν συνδυασμῶν τοῦ Κόμματος. (777, 1361, 1013, 1478)
column-divider (1021, 205, 1022, 2081)
